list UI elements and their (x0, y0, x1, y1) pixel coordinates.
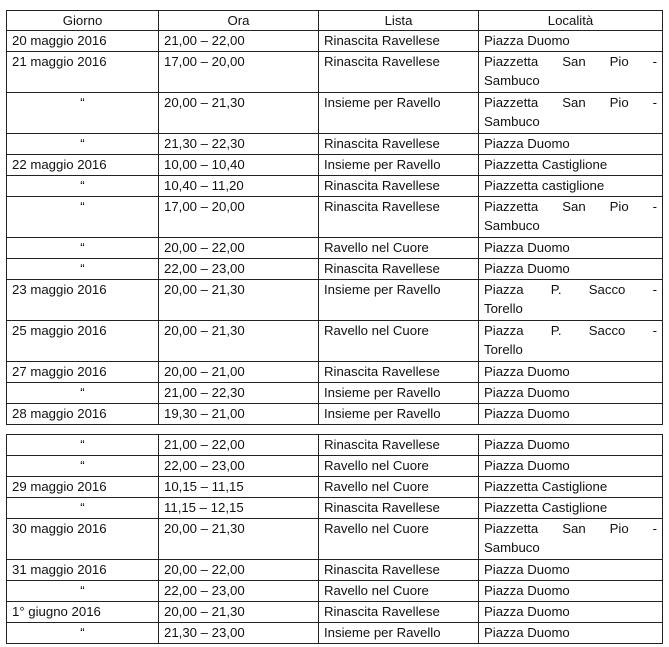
cell-ora: 21,00 – 22,30 (159, 383, 319, 404)
cell-lista: Rinascita Ravellese (319, 259, 479, 280)
cell-giorno: 27 maggio 2016 (7, 362, 159, 383)
cell-giorno: 25 maggio 2016 (7, 321, 159, 362)
cell-giorno: 22 maggio 2016 (7, 155, 159, 176)
cell-lista: Insieme per Ravello (319, 93, 479, 134)
cell-localita (479, 623, 663, 644)
cell-ora: 21,30 – 22,30 (159, 134, 319, 155)
table-row (7, 581, 663, 602)
cell-localita (479, 197, 663, 238)
table-row (7, 602, 663, 623)
schedule-table-top (6, 10, 663, 425)
cell-lista: Rinascita Ravellese (319, 134, 479, 155)
localita-line-continued: Sambuco (484, 218, 540, 233)
cell-lista: Ravello nel Cuore (319, 519, 479, 560)
cell-lista: Insieme per Ravello (319, 404, 479, 425)
localita-line: Piazza P. Sacco - (484, 282, 657, 297)
cell-giorno: “ (7, 623, 159, 644)
localita-line: Piazza Duomo (484, 240, 570, 255)
cell-ora: 20,00 – 22,00 (159, 238, 319, 259)
cell-localita (479, 362, 663, 383)
cell-giorno: “ (7, 176, 159, 197)
cell-ora: 20,00 – 21,00 (159, 362, 319, 383)
table-row (7, 238, 663, 259)
table-row (7, 456, 663, 477)
cell-lista: Rinascita Ravellese (319, 197, 479, 238)
cell-localita (479, 404, 663, 425)
table-row (7, 362, 663, 383)
table-row (7, 404, 663, 425)
cell-lista: Ravello nel Cuore (319, 238, 479, 259)
header-localita: Località (479, 11, 663, 31)
table-row (7, 321, 663, 362)
cell-giorno: 20 maggio 2016 (7, 31, 159, 52)
localita-line: Piazza Duomo (484, 625, 570, 640)
cell-giorno: 23 maggio 2016 (7, 280, 159, 321)
cell-giorno: “ (7, 435, 159, 456)
localita-line: Piazza Duomo (484, 136, 570, 151)
cell-lista: Ravello nel Cuore (319, 581, 479, 602)
localita-line: Piazzetta San Pio - (484, 199, 657, 214)
cell-localita (479, 498, 663, 519)
table-row (7, 383, 663, 404)
localita-line-continued: Sambuco (484, 114, 540, 129)
cell-ora: 22,00 – 23,00 (159, 259, 319, 280)
cell-ora: 10,40 – 11,20 (159, 176, 319, 197)
cell-lista: Insieme per Ravello (319, 280, 479, 321)
cell-lista: Ravello nel Cuore (319, 321, 479, 362)
table-row (7, 280, 663, 321)
cell-localita (479, 560, 663, 581)
cell-ora: 20,00 – 21,30 (159, 602, 319, 623)
cell-lista: Rinascita Ravellese (319, 602, 479, 623)
cell-localita (479, 134, 663, 155)
cell-localita (479, 259, 663, 280)
cell-lista: Insieme per Ravello (319, 623, 479, 644)
cell-ora: 20,00 – 21,30 (159, 280, 319, 321)
localita-line-continued: Torello (484, 342, 523, 357)
localita-line: Piazzetta Castiglione (484, 157, 608, 172)
cell-localita (479, 31, 663, 52)
cell-giorno: “ (7, 498, 159, 519)
cell-ora: 17,00 – 20,00 (159, 52, 319, 93)
localita-line: Piazza Duomo (484, 562, 570, 577)
table-row (7, 498, 663, 519)
cell-ora: 19,30 – 21,00 (159, 404, 319, 425)
header-lista: Lista (319, 11, 479, 31)
localita-line: Piazzetta Castiglione (484, 500, 608, 515)
table-row (7, 560, 663, 581)
cell-giorno: “ (7, 197, 159, 238)
cell-giorno: “ (7, 93, 159, 134)
cell-localita (479, 519, 663, 560)
cell-localita (479, 477, 663, 498)
cell-ora: 21,00 – 22,00 (159, 31, 319, 52)
cell-ora: 20,00 – 21,30 (159, 519, 319, 560)
localita-line: Piazzetta San Pio - (484, 95, 657, 110)
cell-giorno: 29 maggio 2016 (7, 477, 159, 498)
cell-localita (479, 602, 663, 623)
schedule-body-top (7, 11, 663, 425)
localita-line: Piazza Duomo (484, 583, 570, 598)
header-row (7, 11, 663, 31)
cell-giorno: “ (7, 134, 159, 155)
cell-giorno: 28 maggio 2016 (7, 404, 159, 425)
table-row (7, 477, 663, 498)
cell-giorno: “ (7, 238, 159, 259)
cell-lista: Rinascita Ravellese (319, 362, 479, 383)
cell-lista: Rinascita Ravellese (319, 31, 479, 52)
localita-line: Piazza Duomo (484, 604, 570, 619)
cell-ora: 20,00 – 21,30 (159, 321, 319, 362)
cell-ora: 20,00 – 22,00 (159, 560, 319, 581)
localita-line: Piazzetta San Pio - (484, 54, 657, 69)
cell-localita (479, 435, 663, 456)
schedule-body-bottom (7, 435, 663, 644)
cell-giorno: “ (7, 456, 159, 477)
table-row (7, 197, 663, 238)
localita-line: Piazza Duomo (484, 406, 570, 421)
header-ora: Ora (159, 11, 319, 31)
cell-giorno: 1° giugno 2016 (7, 602, 159, 623)
localita-line: Piazza Duomo (484, 33, 570, 48)
cell-ora: 11,15 – 12,15 (159, 498, 319, 519)
cell-ora: 10,00 – 10,40 (159, 155, 319, 176)
cell-giorno: 21 maggio 2016 (7, 52, 159, 93)
cell-giorno: 30 maggio 2016 (7, 519, 159, 560)
localita-line-continued: Sambuco (484, 73, 540, 88)
cell-lista: Rinascita Ravellese (319, 560, 479, 581)
localita-line: Piazza Duomo (484, 364, 570, 379)
table-row (7, 519, 663, 560)
cell-ora: 20,00 – 21,30 (159, 93, 319, 134)
table-row (7, 623, 663, 644)
cell-ora: 10,15 – 11,15 (159, 477, 319, 498)
localita-line: Piazza Duomo (484, 385, 570, 400)
table-row (7, 52, 663, 93)
table-row (7, 176, 663, 197)
cell-giorno: “ (7, 581, 159, 602)
cell-localita (479, 581, 663, 602)
cell-lista: Insieme per Ravello (319, 383, 479, 404)
cell-lista: Ravello nel Cuore (319, 477, 479, 498)
cell-giorno: “ (7, 383, 159, 404)
cell-localita (479, 176, 663, 197)
localita-line: Piazza P. Sacco - (484, 323, 657, 338)
localita-line: Piazza Duomo (484, 261, 570, 276)
localita-line-continued: Torello (484, 301, 523, 316)
table-row (7, 134, 663, 155)
cell-localita (479, 383, 663, 404)
cell-giorno: 31 maggio 2016 (7, 560, 159, 581)
cell-localita (479, 321, 663, 362)
cell-giorno: “ (7, 259, 159, 280)
cell-lista: Insieme per Ravello (319, 155, 479, 176)
table-row (7, 259, 663, 280)
table-row (7, 435, 663, 456)
cell-lista: Rinascita Ravellese (319, 498, 479, 519)
cell-ora: 21,30 – 23,00 (159, 623, 319, 644)
localita-line-continued: Sambuco (484, 540, 540, 555)
localita-line: Piazza Duomo (484, 458, 570, 473)
cell-ora: 22,00 – 23,00 (159, 456, 319, 477)
cell-localita (479, 155, 663, 176)
cell-ora: 21,00 – 22,00 (159, 435, 319, 456)
header-giorno: Giorno (7, 11, 159, 31)
table-row (7, 93, 663, 134)
cell-lista: Rinascita Ravellese (319, 435, 479, 456)
localita-line: Piazza Duomo (484, 437, 570, 452)
cell-localita (479, 93, 663, 134)
table-row (7, 155, 663, 176)
cell-lista: Ravello nel Cuore (319, 456, 479, 477)
table-row (7, 31, 663, 52)
cell-ora: 17,00 – 20,00 (159, 197, 319, 238)
cell-localita (479, 456, 663, 477)
cell-ora: 22,00 – 23,00 (159, 581, 319, 602)
localita-line: Piazzetta San Pio - (484, 521, 657, 536)
cell-localita (479, 238, 663, 259)
cell-localita (479, 280, 663, 321)
cell-localita (479, 52, 663, 93)
localita-line: Piazzetta castiglione (484, 178, 605, 193)
cell-lista: Rinascita Ravellese (319, 176, 479, 197)
schedule-table-bottom (6, 434, 663, 644)
localita-line: Piazzetta Castiglione (484, 479, 608, 494)
cell-lista: Rinascita Ravellese (319, 52, 479, 93)
